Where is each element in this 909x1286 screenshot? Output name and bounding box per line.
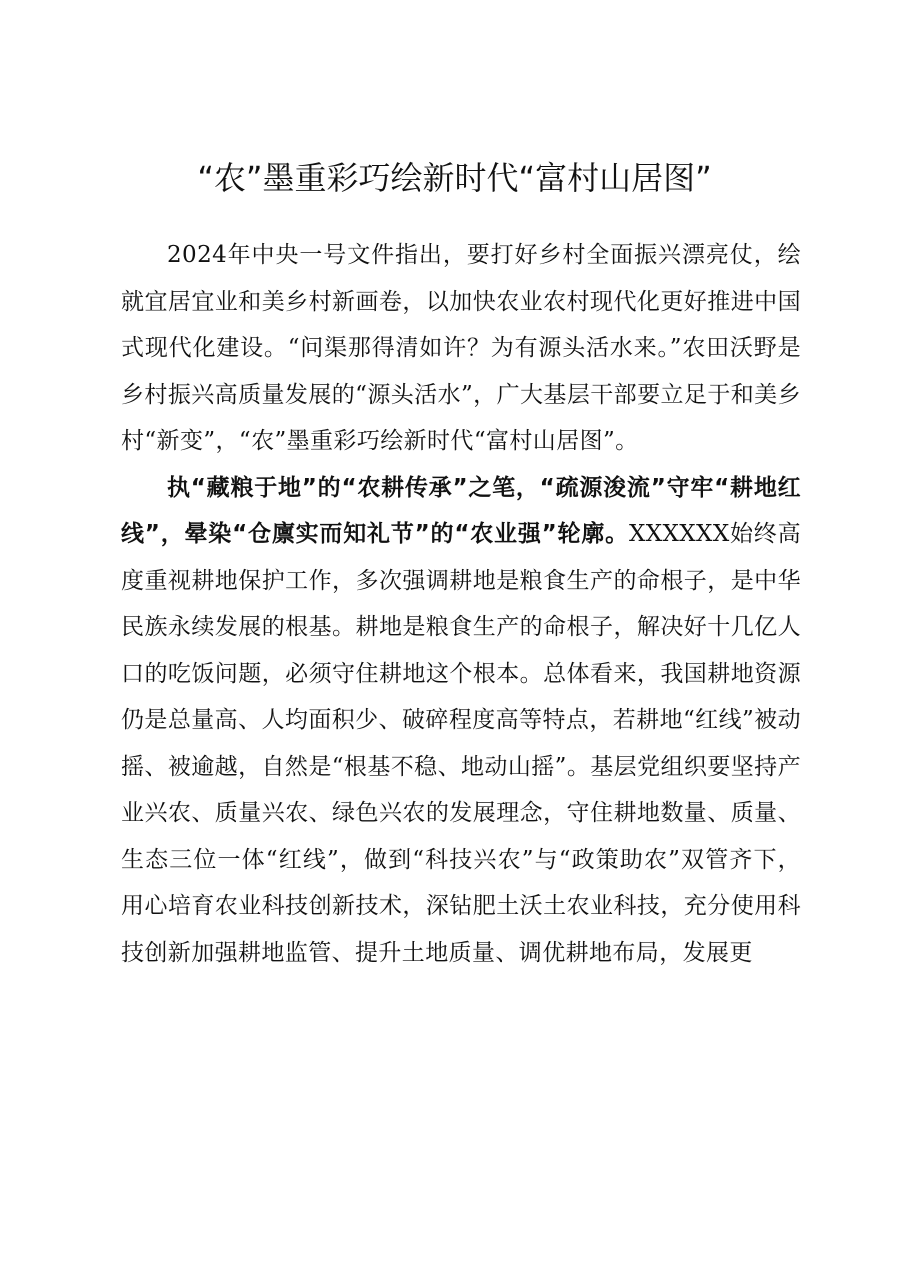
document-body <box>121 232 801 976</box>
paragraph-1: 2024年中央一号文件指出，要打好乡村全面振兴漂亮仗，绘就宜居宜业和美乡村新画卷，以加快农业农村现代化更好推进中国式现代化建设。“问渠那得清如许？为有源头活水来。”农田沃野是乡村振兴高质量发展的“源头活水”，广大基层干部要立足于和美乡村“新变”，“农”墨重彩巧绘新时代“富村山居图”。 <box>121 242 801 454</box>
paragraph-2-lead: 执“藏粮于地”的“农耕传承”之笔，“疏源浚流”守牢“耕地红线”，晕染“仓廪实而知礼节”的“农业强”轮廓。 <box>121 474 801 547</box>
paragraph-2-body: XXXXXX始终高度重视耕地保护工作，多次强调耕地是粮食生产的命根子，是中华民族永续发展的根基。耕地是粮食生产的命根子，解决好十几亿人口的吃饭问题，必须守住耕地这个根本。总体看来，我国耕地资源仍是总量高、人均面积少、破碎程度高等特点，若耕地“红线”被动摇、被逾越，自然是“根基不稳、地动山摇”。基层党组织要坚持产业兴农、质量兴农、绿色兴农的发展理念，守住耕地数量、质量、生态三位一体“红线”，做到“科技兴农”与“政策助农”双管齐下，用心培育农业科技创新技术，深钻肥土沃土农业科技，充分使用科技创新加强耕地监管、提升土地质量、调优耕地布局，发展更 <box>121 521 801 966</box>
page-title: “农”墨重彩巧绘新时代“富村山居图” <box>197 159 712 197</box>
paragraph-2 <box>121 465 801 977</box>
